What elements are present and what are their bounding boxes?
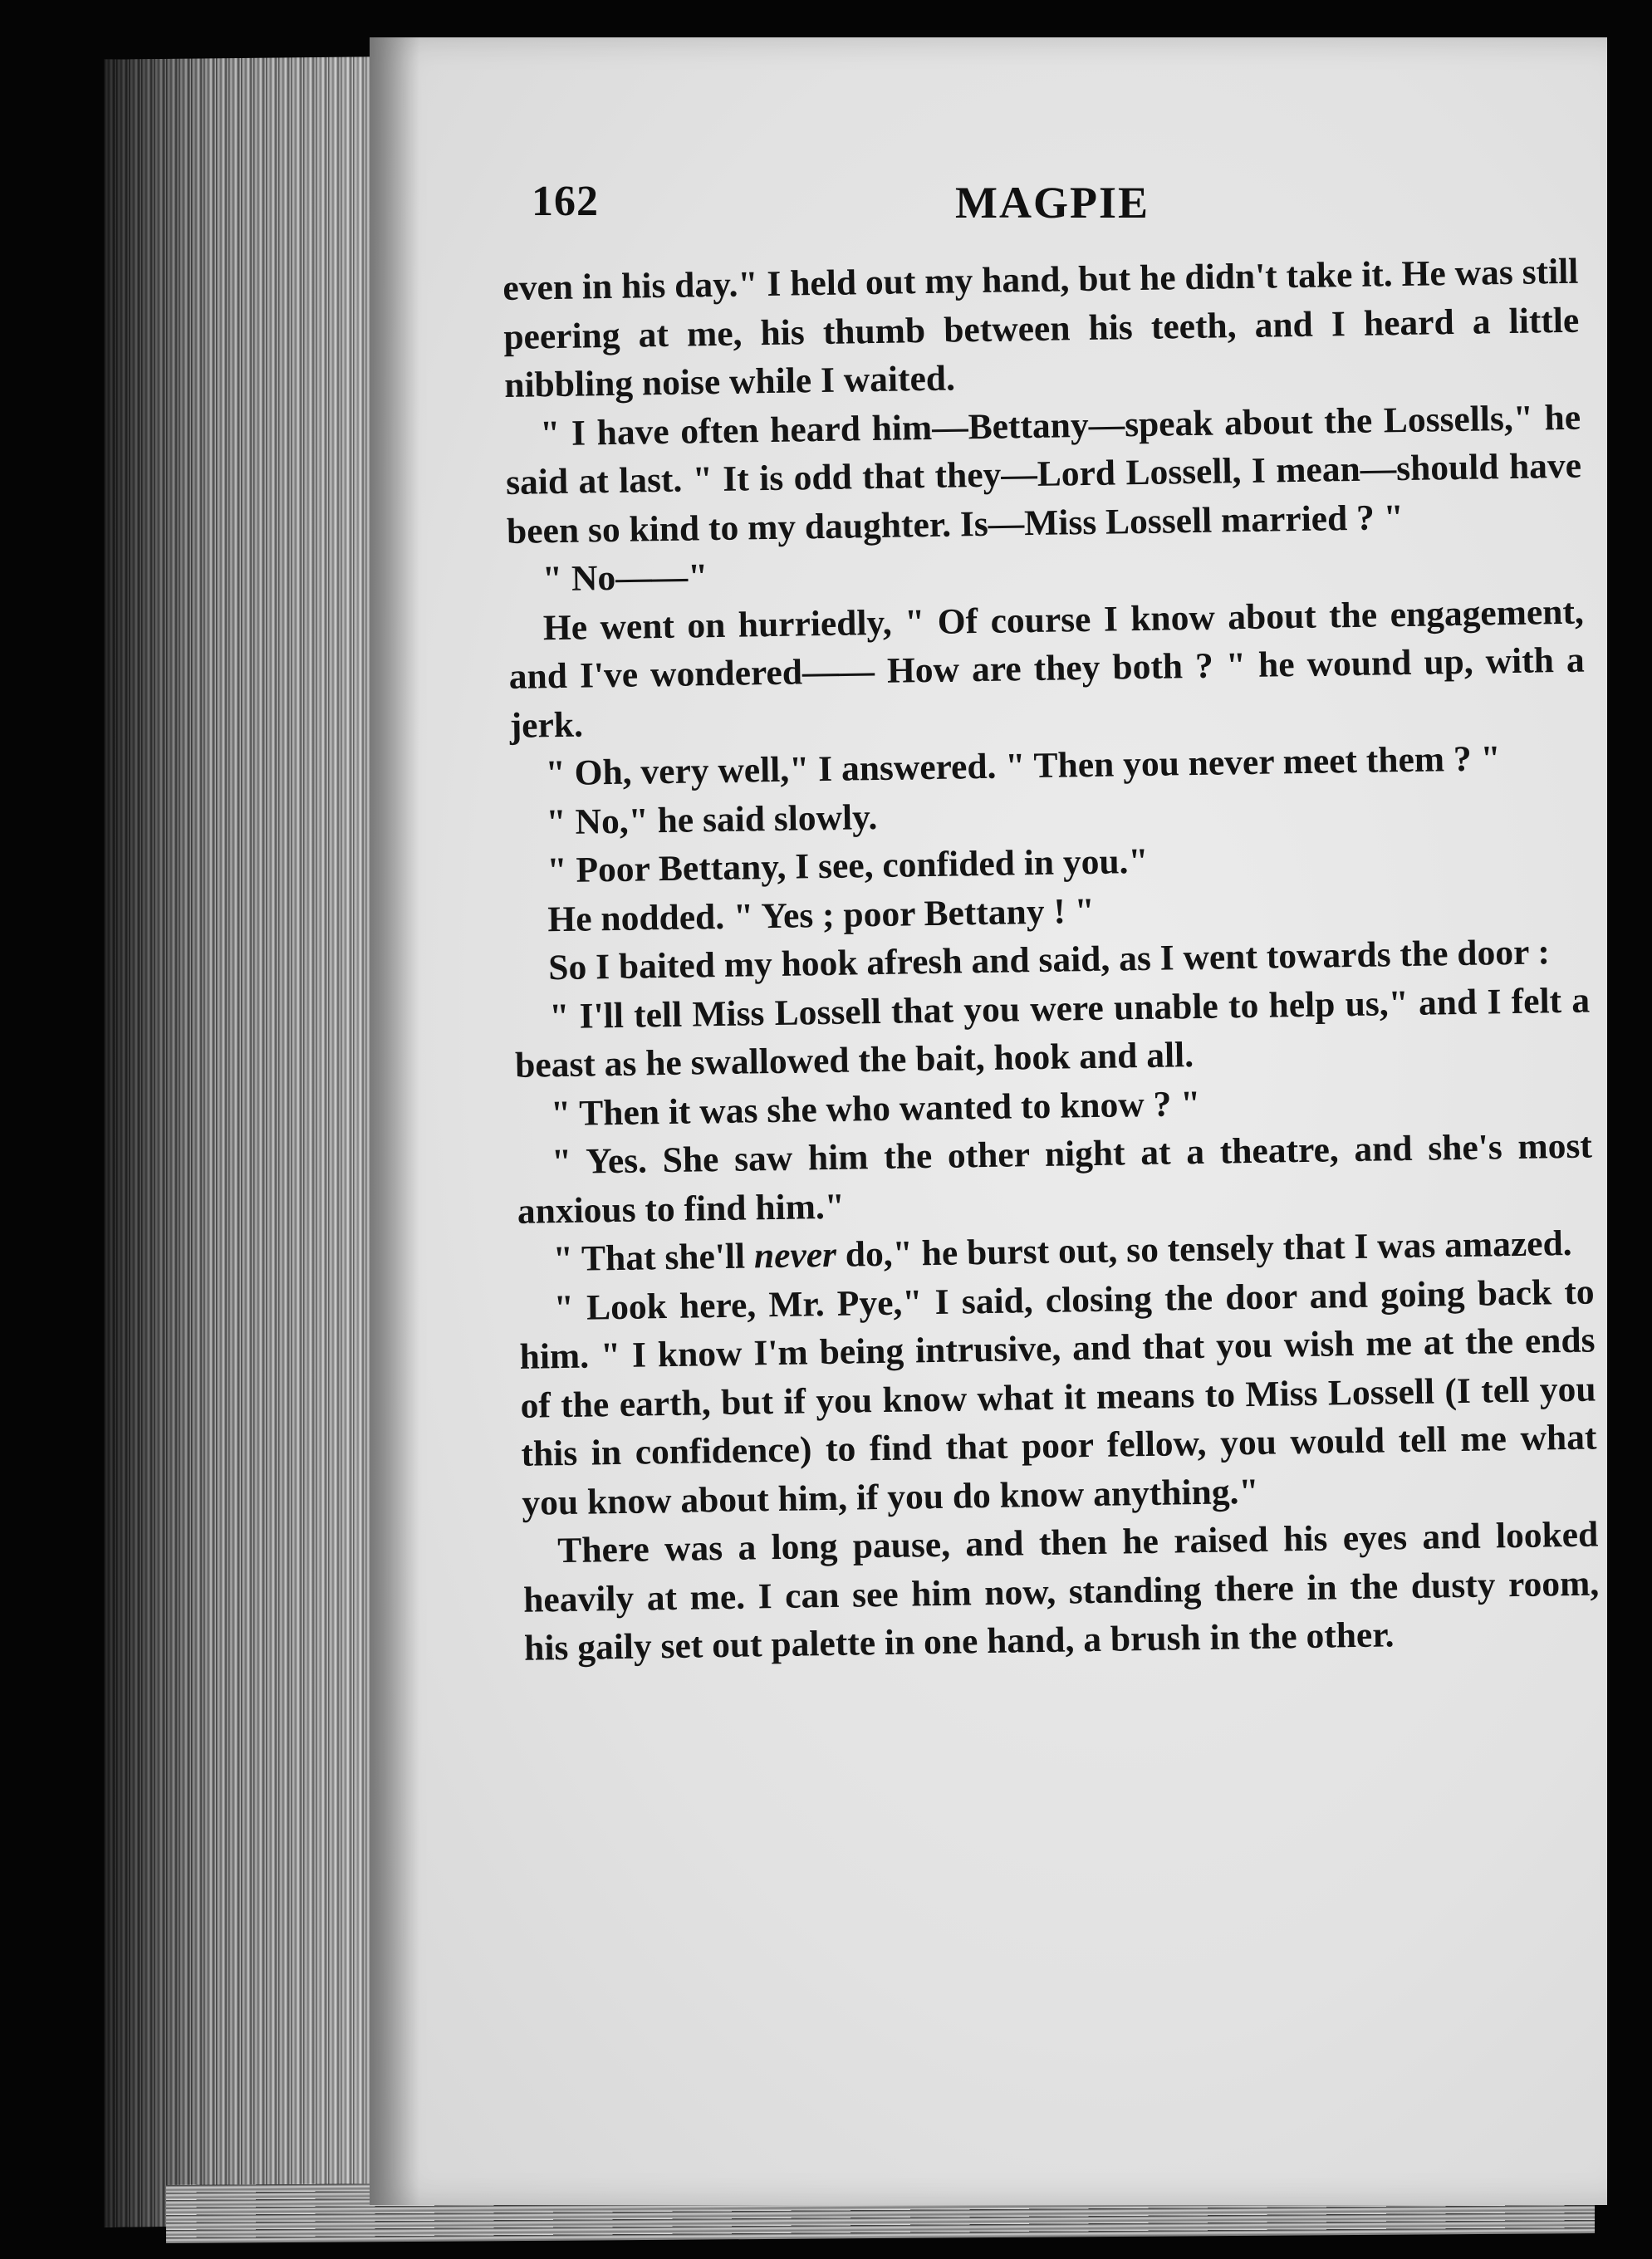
- running-head: MAGPIE: [955, 178, 1150, 228]
- book-page-edges: [104, 56, 378, 2227]
- paragraph: There was a long pause, and then he raised his eyes and looked heavily at me. I can see him now, standing there in the dusty room, his gaily set out palette in one hand, a brush in the other.: [522, 1514, 1600, 1669]
- paragraph: " No——": [542, 556, 708, 600]
- paragraph: " Look here, Mr. Pye," I said, closing the door and going back to him. " I know I'm being intrusive, and that you wish me at the ends of the earth, but if you know what it means to Miss Lossell (I tell you this in confidence) to find that poor fellow, you would tell me what you know about him, if you do know anything.": [519, 1272, 1597, 1523]
- paragraph-text: " That she'll: [552, 1236, 755, 1280]
- emphasized-word: never: [753, 1234, 837, 1277]
- gutter-shadow: [370, 37, 419, 2205]
- paragraph: So I baited my hook afresh and said, as I went towards the door :: [547, 932, 1551, 988]
- paragraph-text: do," he burst out, so tensely that I was amazed.: [836, 1223, 1572, 1275]
- paragraph: " I have often heard him—Bettany—speak about the Lossells," he said at last. " It is odd that they—Lord Lossell, I mean—should have been so kind to my daughter. Is—Miss Lossell married ? ": [505, 397, 1582, 551]
- paragraph: He went on hurriedly, " Of course I know about the engagement, and I've wondered—— How are they both ? " he wound up, with a jerk.: [508, 591, 1586, 746]
- paragraph: He nodded. " Yes ; poor Bettany ! ": [547, 890, 1096, 939]
- page-header: [532, 170, 1561, 237]
- paragraph: " Oh, very well," I answered. " Then you never meet them ? ": [545, 738, 1502, 794]
- paragraph: " Poor Bettany, I see, confided in you.": [547, 840, 1149, 891]
- body-text: [502, 247, 1600, 1673]
- paragraph: " Then it was she who wanted to know ? ": [550, 1083, 1201, 1134]
- page-number: 162: [532, 178, 599, 225]
- paragraph: even in his day." I held out my hand, but he didn't take it. He was still peering at me, his thumb between his teeth, and I heard a little nibbling noise while I waited.: [502, 251, 1580, 405]
- paragraph: " I'll tell Miss Lossell that you were unable to help us," and I felt a beast as he swallowed the bait, hook and all.: [514, 980, 1591, 1085]
- paragraph: " Yes. She saw him the other night at a theatre, and she's most anxious to find him.": [517, 1125, 1593, 1232]
- paragraph: " No," he said slowly.: [546, 796, 878, 842]
